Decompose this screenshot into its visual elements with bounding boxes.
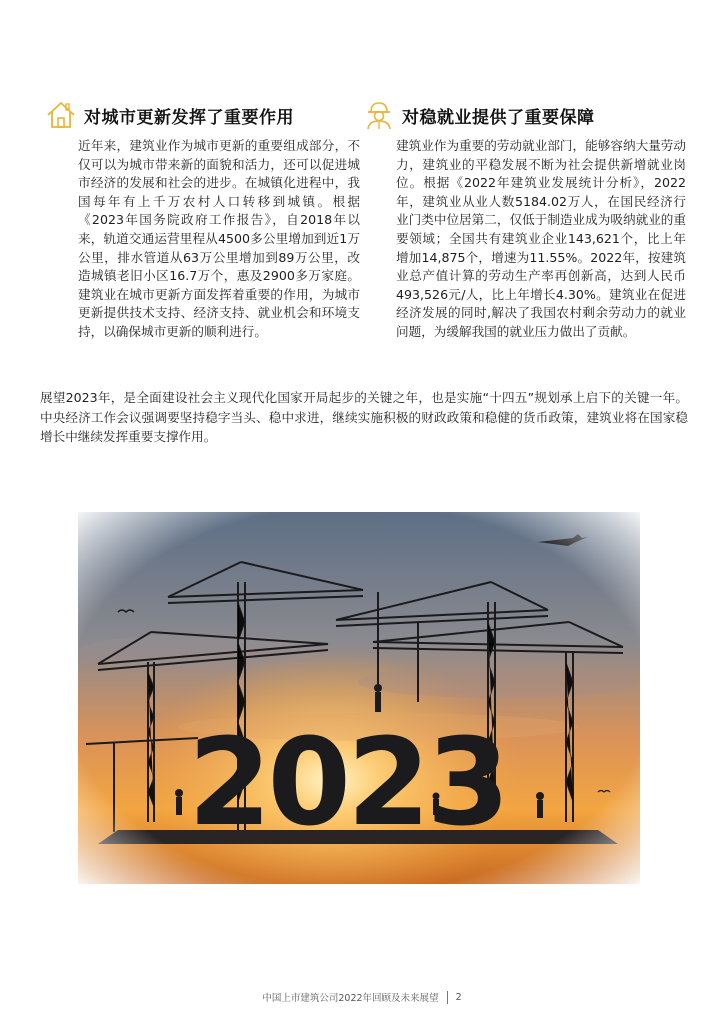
footer-divider <box>447 991 448 1004</box>
outlook-paragraph: 展望2023年，是全面建设社会主义现代化国家开局起步的关键之年，也是实施“十四五”规划承上启下的关键一年。中央经济工作会议强调要坚持稳字当头、稳中求进，继续实施积极的财政政策和稳健的货币政策，建筑业将在国家稳增长中继续发挥重要支撑作用。 <box>40 390 688 444</box>
left-section-body: 近年来，建筑业作为城市更新的重要组成部分，不仅可以为城市带来新的面貌和活力，还可以促进城市经济的发展和社会的进步。在城镇化进程中，我国每年有上千万农村人口转移到城镇。根据《2023年国务院政府工作报告》，自2018年以来，轨道交通运营里程从4500多公里增加到近1万公里，排水管道从63万公里增加到89万公里，改造城镇老旧小区16.7万个，惠及2900多万家庭。建筑业在城市更新方面发挥着重要的作用，为城市更新提供技术支持、经济支持、就业机会和环境支持，以确保城市更新的顺利进行。 <box>78 138 360 339</box>
page-number: 2 <box>455 991 462 1003</box>
left-section-header <box>44 98 294 132</box>
left-section-title: 对城市更新发挥了重要作用 <box>84 107 294 128</box>
right-section-body: 建筑业作为重要的劳动就业部门，能够容纳大量劳动力，建筑业的平稳发展不断为社会提供新增就业岗位。根据《2022年建筑业发展统计分析》，2022年，建筑业从业人数5184.02万人，在国民经济行业门类中位居第二，仅低于制造业成为吸纳就业的重要领域；全国共有建筑业企业143,621个，比上年增加14,875个，增速为11.55%。2022年，按建筑业总产值计算的劳动生产率再创新高，达到人民币493,526元/人，比上年增长4.30%。建筑业在促进经济发展的同时,解决了我国农村剩余劳动力的就业问题，为缓解我国的就业压力做出了贡献。 <box>396 138 686 339</box>
footer-report-title: 中国上市建筑公司2022年回顾及未来展望 <box>262 993 439 1004</box>
construction-cranes-sunset-image <box>78 512 640 884</box>
right-section-header <box>362 98 595 132</box>
worker-icon <box>362 98 396 132</box>
house-icon <box>44 98 78 132</box>
page-footer <box>0 990 724 1004</box>
right-section-title: 对稳就业提供了重要保障 <box>402 107 595 128</box>
